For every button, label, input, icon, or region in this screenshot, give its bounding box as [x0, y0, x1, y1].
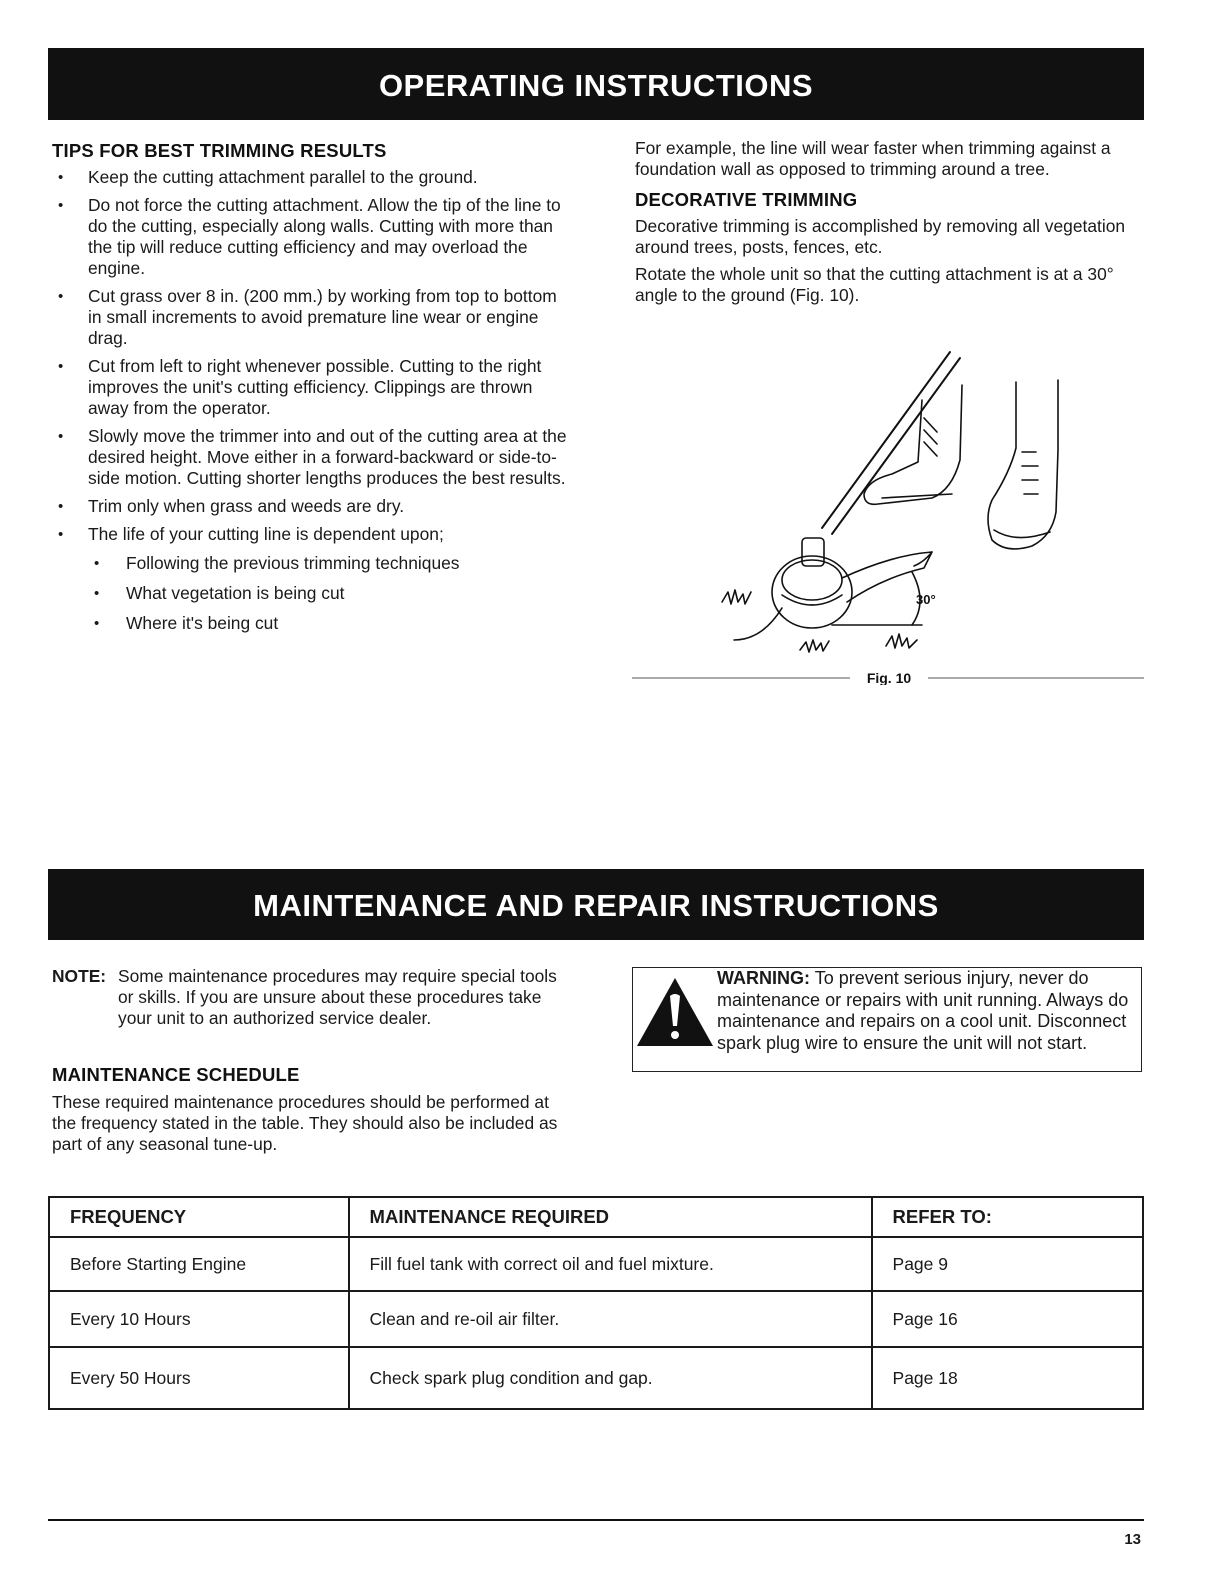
decorative-paragraph-1: Decorative trimming is accomplished by removing all vegetation around trees, posts, fences, etc. — [635, 216, 1126, 257]
decorative-paragraph-2: Rotate the whole unit so that the cutting attachment is at a 30° angle to the ground (Fig. 10). — [635, 264, 1114, 305]
table-header-row — [49, 1197, 1143, 1237]
warning-label: WARNING: — [717, 968, 810, 988]
schedule-heading: MAINTENANCE SCHEDULE — [52, 1064, 300, 1085]
note-block — [52, 966, 562, 1029]
tip-item — [52, 524, 572, 634]
figure-10-illustration — [632, 340, 1144, 685]
table-row — [49, 1237, 1143, 1291]
column-header: REFER TO: — [872, 1197, 1143, 1237]
column-header: MAINTENANCE REQUIRED — [349, 1197, 872, 1237]
example-paragraph: For example, the line will wear faster when trimming against a foundation wall as opposed to trimming around a tree. — [635, 138, 1111, 179]
tips-section — [52, 140, 572, 643]
tip-item: • Keep the cutting attachment parallel to the ground. — [52, 167, 572, 188]
tip-item: • Cut grass over 8 in. (200 mm.) by working from top to bottom in small increments to avoid premature line wear or engine drag. — [52, 286, 572, 349]
frequency-cell: Before Starting Engine — [49, 1237, 349, 1291]
sub-item: • Where it's being cut — [88, 613, 572, 634]
warning-box — [632, 967, 1142, 1072]
schedule-paragraph: These required maintenance procedures should be performed at the frequency stated in the table. They should also be included as part of any seasonal tune-up. — [52, 1092, 558, 1154]
tip-item: • Cut from left to right whenever possible. Cutting to the right improves the unit's cutting efficiency. Clippings are thrown away from the operator. — [52, 356, 572, 419]
refer-cell: Page 18 — [872, 1347, 1143, 1409]
tip-item: • Slowly move the trimmer into and out of the cutting area at the desired height. Move either in a forward-backward or side-to-side motion. Cutting shorter lengths produces the best results. — [52, 426, 572, 489]
refer-cell: Page 16 — [872, 1291, 1143, 1347]
sub-item: • Following the previous trimming techniques — [88, 553, 572, 574]
tip-item: • Trim only when grass and weeds are dry. — [52, 496, 572, 517]
note-label: NOTE: — [52, 966, 107, 986]
operating-instructions-banner: OPERATING INSTRUCTIONS — [48, 48, 1144, 120]
decorative-heading: DECORATIVE TRIMMING — [635, 189, 858, 210]
maintenance-cell: Check spark plug condition and gap. — [349, 1347, 872, 1409]
schedule-block — [52, 1064, 572, 1155]
decorative-section — [635, 138, 1145, 306]
table-row — [49, 1291, 1143, 1347]
warning-triangle-icon — [633, 976, 713, 1048]
maintenance-cell: Clean and re-oil air filter. — [349, 1291, 872, 1347]
table-row — [49, 1347, 1143, 1409]
warning-text-block — [717, 968, 1147, 1054]
figure-caption: Fig. 10 — [866, 670, 912, 685]
refer-cell: Page 9 — [872, 1237, 1143, 1291]
warning-text: To prevent serious injury, never do maintenance or repairs with unit running. Always do maintenance and repairs on a cool unit. Disconnect spark plug wire to ensure the unit will not start. — [717, 968, 1129, 1053]
angle-label: 30° — [916, 592, 936, 607]
frequency-cell: Every 50 Hours — [49, 1347, 349, 1409]
tips-heading: TIPS FOR BEST TRIMMING RESULTS — [52, 140, 387, 161]
frequency-cell: Every 10 Hours — [49, 1291, 349, 1347]
tips-list — [52, 167, 572, 634]
column-header: FREQUENCY — [49, 1197, 349, 1237]
tip-item: • Do not force the cutting attachment. Allow the tip of the line to do the cutting, especially along walls. Cutting with more than the tip will reduce cutting efficiency and may overload the engine. — [52, 195, 572, 279]
maintenance-cell: Fill fuel tank with correct oil and fuel mixture. — [349, 1237, 872, 1291]
sub-item: • What vegetation is being cut — [88, 583, 572, 604]
maintenance-table — [48, 1196, 1144, 1410]
line-life-sublist — [88, 553, 572, 634]
note-text: Some maintenance procedures may require special tools or skills. If you are unsure about these procedures take your unit to an authorized service dealer. — [118, 966, 557, 1028]
maintenance-banner: MAINTENANCE AND REPAIR INSTRUCTIONS — [48, 869, 1144, 940]
tip-item-text: The life of your cutting line is dependent upon; — [88, 524, 444, 544]
footer-rule — [48, 1519, 1144, 1521]
page-number: 13 — [1124, 1531, 1141, 1548]
